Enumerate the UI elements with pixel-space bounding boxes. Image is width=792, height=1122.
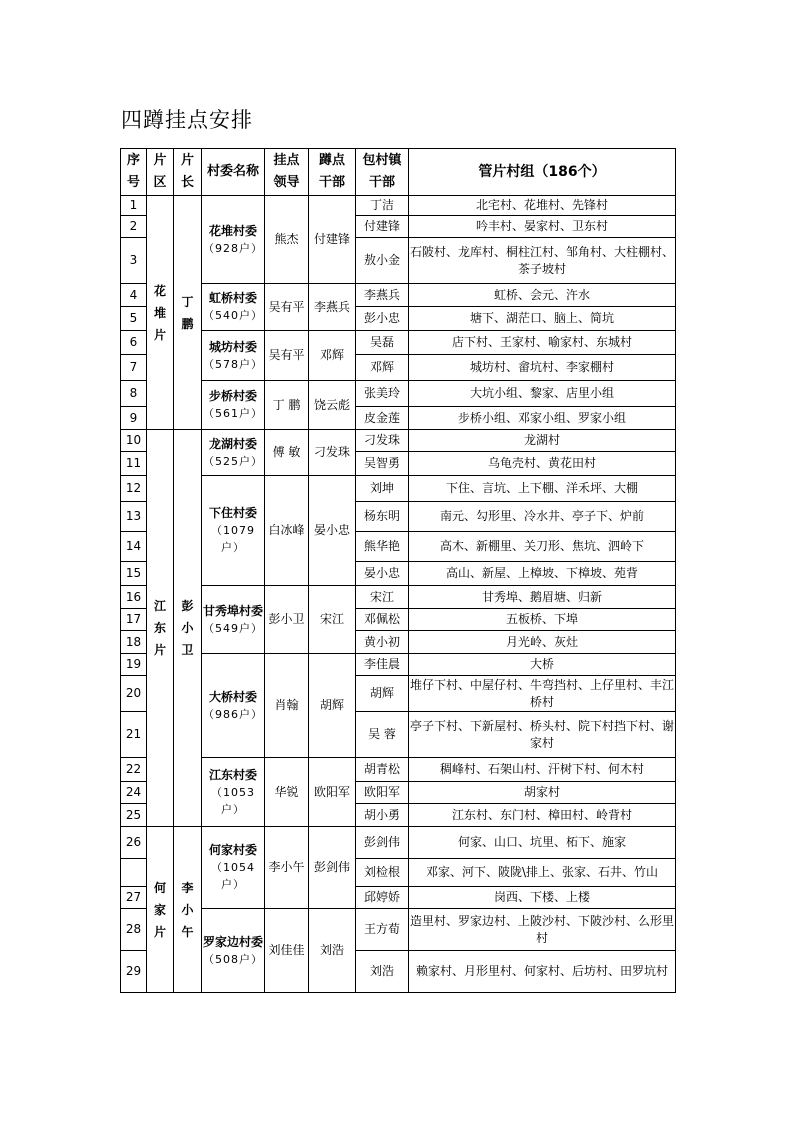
- town-cadre-cell: 邓佩松: [356, 609, 409, 631]
- row-seq: 26: [121, 827, 147, 859]
- header-leader: 片长: [174, 149, 202, 196]
- cadre-cell: 李燕兵: [309, 284, 356, 331]
- row-seq: [121, 859, 147, 887]
- town-cadre-cell: 宋江: [356, 586, 409, 609]
- row-seq: 11: [121, 452, 147, 476]
- cadre-cell: 宋江: [309, 586, 356, 654]
- row-seq: 21: [121, 712, 147, 758]
- table-row: [121, 196, 676, 216]
- town-cadre-cell: 刘坤: [356, 476, 409, 502]
- groups-cell: 邓家、河下、陂陇\排上、张家、石井、竹山: [409, 859, 676, 887]
- groups-cell: 何家、山口、坑里、柘下、施家: [409, 827, 676, 859]
- row-seq: 25: [121, 804, 147, 827]
- committee-name: 花堆村委: [208, 223, 257, 238]
- row-seq: 24: [121, 782, 147, 804]
- header-row: [121, 149, 676, 196]
- committee-households: （1053户）: [211, 785, 255, 816]
- committee-cell: [202, 586, 265, 654]
- groups-cell: 步桥小组、邓家小组、罗家小组: [409, 407, 676, 430]
- cadre-cell: 刁发珠: [309, 430, 356, 476]
- row-seq: 3: [121, 238, 147, 284]
- table-row: [121, 430, 676, 452]
- town-cadre-cell: 李燕兵: [356, 284, 409, 307]
- committee-name: 大桥村委: [208, 689, 257, 704]
- groups-cell: 大桥: [409, 654, 676, 676]
- committee-households: （508户）: [203, 952, 263, 966]
- groups-cell: 城坊村、畲坑村、李家棚村: [409, 355, 676, 381]
- row-seq: 5: [121, 307, 147, 331]
- groups-cell: 高木、新棚里、关刀形、焦坑、泗岭下: [409, 532, 676, 562]
- row-seq: 15: [121, 562, 147, 586]
- committee-cell: [202, 758, 265, 827]
- town-cadre-cell: 李佳晨: [356, 654, 409, 676]
- groups-cell: 大坑小组、黎家、店里小组: [409, 381, 676, 407]
- groups-cell: 虹桥、会元、汻水: [409, 284, 676, 307]
- row-seq: 16: [121, 586, 147, 609]
- guide-cell: 刘佳佳: [265, 909, 309, 993]
- table-row: [121, 586, 676, 609]
- committee-cell: [202, 284, 265, 331]
- committee-name: 虹桥村委: [208, 291, 257, 305]
- groups-cell: 下住、言坑、上下棚、洋禾坪、大棚: [409, 476, 676, 502]
- groups-cell: 堆仔下村、中屋仔村、牛弯挡村、上仔里村、丰江桥村: [409, 676, 676, 712]
- committee-name: 罗家边村委: [202, 934, 263, 949]
- row-seq: 17: [121, 609, 147, 631]
- guide-cell: 华锐: [265, 758, 309, 827]
- leader-name: 丁鹏: [181, 294, 194, 331]
- town-cadre-cell: 吴 蓉: [356, 712, 409, 758]
- committee-name: 下住村委: [208, 506, 257, 520]
- town-cadre-cell: 付建锋: [356, 216, 409, 238]
- row-seq: 20: [121, 676, 147, 712]
- leader-name: 李小午: [181, 880, 194, 939]
- row-seq: 13: [121, 502, 147, 532]
- row-seq: 10: [121, 430, 147, 452]
- cadre-cell: 刘浩: [309, 909, 356, 993]
- page-title: 四蹲挂点安排: [121, 108, 253, 132]
- town-cadre-cell: 邱婷娇: [356, 887, 409, 909]
- groups-cell: 吟丰村、晏家村、卫东村: [409, 216, 676, 238]
- cadre-cell: 胡辉: [309, 654, 356, 758]
- leader-name: 彭小卫: [181, 599, 194, 657]
- guide-cell: 白冰峰: [265, 476, 309, 586]
- town-cadre-cell: 黄小初: [356, 631, 409, 654]
- row-seq: 14: [121, 532, 147, 562]
- groups-cell: 乌龟壳村、黄花田村: [409, 452, 676, 476]
- committee-households: （928户）: [203, 241, 263, 255]
- table-row: [121, 654, 676, 676]
- committee-households: （561户）: [203, 407, 263, 420]
- groups-cell: 南元、勾形里、冷水井、亭子下、炉前: [409, 502, 676, 532]
- committee-households: （540户）: [203, 309, 263, 322]
- row-seq: 4: [121, 284, 147, 307]
- leader-cell: [174, 196, 202, 430]
- town-cadre-cell: 邓辉: [356, 355, 409, 381]
- row-seq: 19: [121, 654, 147, 676]
- guide-cell: 熊杰: [265, 196, 309, 284]
- header-committee: 村委名称: [202, 149, 265, 196]
- district-name: 何家片: [153, 880, 166, 939]
- committee-cell: [202, 909, 265, 993]
- town-cadre-cell: 刁发珠: [356, 430, 409, 452]
- cadre-cell: 饶云彪: [309, 381, 356, 430]
- guide-cell: 吴有平: [265, 331, 309, 381]
- header-guide: 挂点领导: [265, 149, 309, 196]
- guide-cell: 傅 敏: [265, 430, 309, 476]
- committee-households: （578户）: [203, 357, 263, 371]
- cadre-cell: 欧阳军: [309, 758, 356, 827]
- committee-cell: [202, 430, 265, 476]
- town-cadre-cell: 吴智勇: [356, 452, 409, 476]
- committee-name: 何家村委: [208, 843, 257, 857]
- row-seq: 28: [121, 909, 147, 951]
- row-seq: 7: [121, 355, 147, 381]
- committee-households: （525户）: [203, 454, 263, 468]
- town-cadre-cell: 胡青松: [356, 758, 409, 782]
- guide-cell: 肖翰: [265, 654, 309, 758]
- town-cadre-cell: 熊华艳: [356, 532, 409, 562]
- committee-cell: [202, 827, 265, 909]
- groups-cell: 江东村、东门村、樟田村、岭背村: [409, 804, 676, 827]
- cadre-cell: 付建锋: [309, 196, 356, 284]
- cadre-cell: 晏小忠: [309, 476, 356, 586]
- committee-name: 城坊村委: [208, 339, 257, 354]
- town-cadre-cell: 晏小忠: [356, 562, 409, 586]
- table-row: [121, 381, 676, 407]
- guide-cell: 彭小卫: [265, 586, 309, 654]
- committee-cell: [202, 654, 265, 758]
- town-cadre-cell: 张美玲: [356, 381, 409, 407]
- groups-cell: 塘下、湖茫口、脑上、简坑: [409, 307, 676, 331]
- district-cell: [147, 196, 174, 430]
- row-seq: 29: [121, 951, 147, 993]
- row-seq: 1: [121, 196, 147, 216]
- groups-cell: 高山、新屋、上樟坡、下樟坡、苑背: [409, 562, 676, 586]
- town-cadre-cell: 吴磊: [356, 331, 409, 355]
- town-cadre-cell: 皮金莲: [356, 407, 409, 430]
- groups-cell: 龙湖村: [409, 430, 676, 452]
- table-row: [121, 827, 676, 859]
- header-seq: 序号: [121, 149, 147, 196]
- leader-cell: [174, 827, 202, 993]
- groups-cell: 亭子下村、下新屋村、桥头村、院下村挡下村、谢家村: [409, 712, 676, 758]
- town-cadre-cell: 刘检根: [356, 859, 409, 887]
- committee-name: 江东村委: [208, 767, 257, 782]
- groups-cell: 五板桥、下埠: [409, 609, 676, 631]
- committee-households: （986户）: [203, 707, 263, 721]
- groups-cell: 甘秀埠、鹅眉塘、归新: [409, 586, 676, 609]
- district-name: 江东片: [153, 599, 166, 657]
- committee-cell: [202, 476, 265, 586]
- town-cadre-cell: 胡辉: [356, 676, 409, 712]
- town-cadre-cell: 敖小金: [356, 238, 409, 284]
- row-seq: 27: [121, 887, 147, 909]
- header-town-cadre: 包村镇干部: [356, 149, 409, 196]
- committee-cell: [202, 331, 265, 381]
- town-cadre-cell: 杨东明: [356, 502, 409, 532]
- town-cadre-cell: 丁洁: [356, 196, 409, 216]
- row-seq: 18: [121, 631, 147, 654]
- town-cadre-cell: 王方荀: [356, 909, 409, 951]
- committee-cell: [202, 381, 265, 430]
- assignment-table: [120, 148, 676, 993]
- header-groups: 管片村组（186个）: [409, 149, 676, 196]
- committee-households: （1054户）: [211, 861, 255, 891]
- groups-cell: 月光岭、灰灶: [409, 631, 676, 654]
- table-row: [121, 909, 676, 951]
- committee-households: （549户）: [203, 621, 263, 635]
- guide-cell: 丁 鹏: [265, 381, 309, 430]
- groups-cell: 北宅村、花堆村、先锋村: [409, 196, 676, 216]
- header-cadre: 蹲点干部: [309, 149, 356, 196]
- row-seq: 9: [121, 407, 147, 430]
- groups-cell: 稠峰村、石架山村、汗树下村、何木村: [409, 758, 676, 782]
- guide-cell: 李小午: [265, 827, 309, 909]
- committee-name: 龙湖村委: [208, 436, 257, 451]
- committee-cell: [202, 196, 265, 284]
- row-seq: 2: [121, 216, 147, 238]
- groups-cell: 岗西、下楼、上楼: [409, 887, 676, 909]
- row-seq: 12: [121, 476, 147, 502]
- committee-name: 甘秀埠村委: [202, 603, 263, 618]
- town-cadre-cell: 彭小忠: [356, 307, 409, 331]
- cadre-cell: 邓辉: [309, 331, 356, 381]
- town-cadre-cell: 胡小勇: [356, 804, 409, 827]
- table-row: [121, 331, 676, 355]
- town-cadre-cell: 彭剑伟: [356, 827, 409, 859]
- groups-cell: 店下村、王家村、喻家村、东城村: [409, 331, 676, 355]
- row-seq: 6: [121, 331, 147, 355]
- table-row: [121, 476, 676, 502]
- town-cadre-cell: 欧阳军: [356, 782, 409, 804]
- district-cell: [147, 827, 174, 993]
- district-cell: [147, 430, 174, 827]
- row-seq: 22: [121, 758, 147, 782]
- leader-cell: [174, 430, 202, 827]
- row-seq: 8: [121, 381, 147, 407]
- groups-cell: 石陂村、龙库村、桐柱江村、邹角村、大柱棚村、茶子坡村: [409, 238, 676, 284]
- table-row: [121, 758, 676, 782]
- cadre-cell: 彭剑伟: [309, 827, 356, 909]
- district-name: 花堆片: [153, 283, 166, 342]
- committee-name: 步桥村委: [208, 389, 257, 403]
- groups-cell: 胡家村: [409, 782, 676, 804]
- committee-households: （1079户）: [211, 524, 255, 554]
- groups-cell: 赖家村、月形里村、何家村、后坊村、田罗坑村: [409, 951, 676, 993]
- groups-cell: 造里村、罗家边村、上陂沙村、下陂沙村、么形里村: [409, 909, 676, 951]
- guide-cell: 吴有平: [265, 284, 309, 331]
- header-district: 片区: [147, 149, 174, 196]
- town-cadre-cell: 刘浩: [356, 951, 409, 993]
- table-row: [121, 284, 676, 307]
